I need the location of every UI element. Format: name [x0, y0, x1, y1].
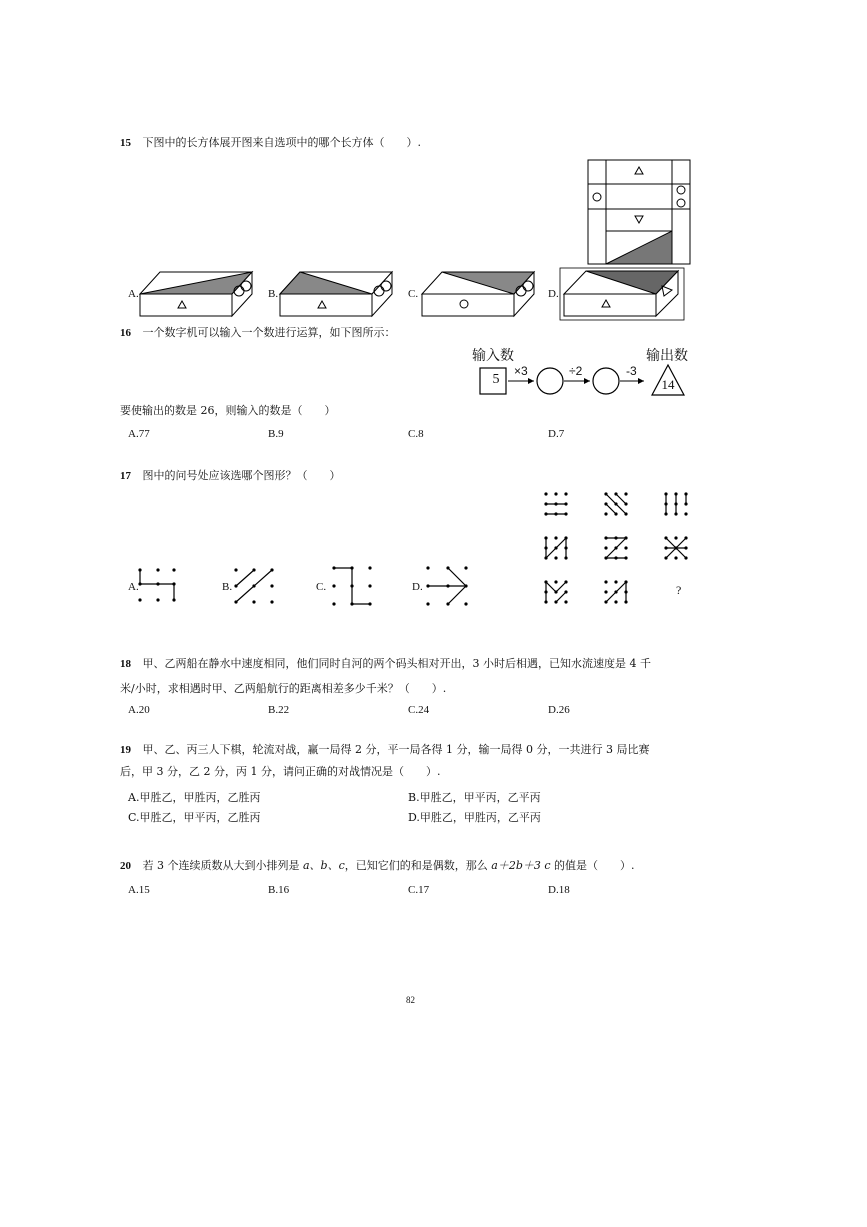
- q16-op2: ÷2: [569, 364, 583, 378]
- q15-line: [120, 136, 421, 150]
- q17-figure-a: [136, 566, 180, 606]
- q19-option-b[interactable]: B.甲胜乙，甲平丙，乙平丙: [408, 791, 541, 804]
- q16-text: 一个数字机可以输入一个数进行运算，如下图所示：: [142, 326, 396, 339]
- q18-text-2: 米/小时，求相遇时甲、乙两船航行的距离相差多少千米？（ ）.: [120, 682, 447, 695]
- q17-question-mark: ?: [676, 583, 682, 597]
- q17-text: 图中的问号处应该选哪个图形？（ ）: [142, 469, 341, 482]
- q20-line: [120, 859, 635, 873]
- q15-option-d[interactable]: D.: [548, 288, 559, 300]
- q19-text-2: 后，甲 3 分，乙 2 分，丙 1 分，请问正确的对战情况是（ ）.: [120, 765, 441, 778]
- q15-box-a: [138, 270, 254, 318]
- q16-number: 16: [120, 327, 131, 339]
- q15-number: 15: [120, 137, 131, 149]
- q18-text-1: 甲、乙两船在静水中速度相同，他们同时自河的两个码头相对开出，3 小时后相遇，已知水流速度是 4 千: [142, 657, 651, 670]
- q17-figure-c: [330, 564, 376, 608]
- q20-text-c: 的值是（ ）.: [550, 859, 635, 872]
- q20-expression: a＋2b＋3 c: [491, 859, 551, 872]
- q17-option-b[interactable]: B.: [222, 581, 233, 593]
- q18-option-d[interactable]: D.26: [548, 704, 570, 716]
- q20-number: 20: [120, 860, 131, 872]
- q20-option-a[interactable]: A.15: [128, 884, 150, 896]
- q15-option-a[interactable]: A.: [128, 288, 139, 300]
- q16-ask: 要使输出的数是 26，则输入的数是（ ）: [120, 404, 336, 417]
- q16-input-value: 5: [492, 372, 500, 387]
- q18-number: 18: [120, 658, 131, 670]
- q18-option-a[interactable]: A.20: [128, 704, 150, 716]
- q15-text: 下图中的长方体展开图来自选项中的哪个长方体（ ）.: [142, 136, 421, 149]
- q19-number: 19: [120, 744, 131, 756]
- q20-option-b[interactable]: B.16: [268, 884, 290, 896]
- q20-text-a: 若 3 个连续质数从大到小排列是: [142, 859, 303, 872]
- q17-figure-d: [424, 564, 472, 608]
- q18-option-c[interactable]: C.24: [408, 704, 430, 716]
- q16-option-d[interactable]: D.7: [548, 428, 565, 440]
- q19-line1: [120, 743, 649, 757]
- q17-option-c[interactable]: C.: [316, 581, 327, 593]
- q19-option-c[interactable]: C.甲胜乙，甲平丙，乙胜丙: [128, 811, 261, 824]
- q15-net-figure: [588, 160, 690, 264]
- q16-option-c[interactable]: C.8: [408, 428, 424, 440]
- q17-line: [120, 469, 341, 483]
- q16-op3: -3: [626, 364, 637, 378]
- q15-box-c: [420, 270, 536, 318]
- q19-option-d[interactable]: D.甲胜乙，甲胜丙，乙平丙: [408, 811, 541, 824]
- page-number: 82: [406, 995, 415, 1005]
- q15-box-d: [560, 268, 684, 320]
- q20-text-b: ，已知它们的和是偶数，那么: [344, 859, 492, 872]
- q20-option-d[interactable]: D.18: [548, 884, 570, 896]
- q15-option-c[interactable]: C.: [408, 288, 419, 300]
- q16-option-b[interactable]: B.9: [268, 428, 284, 440]
- q16-output-label: 输出数: [646, 347, 688, 363]
- q16-line: [120, 326, 396, 340]
- q20-vars: a、b、c: [303, 859, 345, 872]
- q17-option-d[interactable]: D.: [412, 581, 423, 593]
- q16-op1: ×3: [514, 364, 528, 378]
- q18-option-b[interactable]: B.22: [268, 704, 290, 716]
- q16-output-value: 14: [661, 377, 675, 392]
- q19-option-a[interactable]: A.甲胜乙，甲胜丙，乙胜丙: [128, 791, 261, 804]
- q15-option-b[interactable]: B.: [268, 288, 279, 300]
- q17-figure-b: [232, 566, 276, 606]
- q17-option-a[interactable]: A.: [128, 581, 139, 593]
- q16-input-label: 输入数: [472, 347, 514, 363]
- q15-box-b: [278, 270, 394, 318]
- q19-text-1: 甲、乙、丙三人下棋，轮流对战，赢一局得 2 分，平一局各得 1 分，输一局得 0 分，一共进行 3 局比赛: [142, 743, 650, 756]
- q20-option-c[interactable]: C.17: [408, 884, 430, 896]
- q16-option-a[interactable]: A.77: [128, 428, 150, 440]
- q18-line1: [120, 657, 651, 671]
- q17-number: 17: [120, 470, 131, 482]
